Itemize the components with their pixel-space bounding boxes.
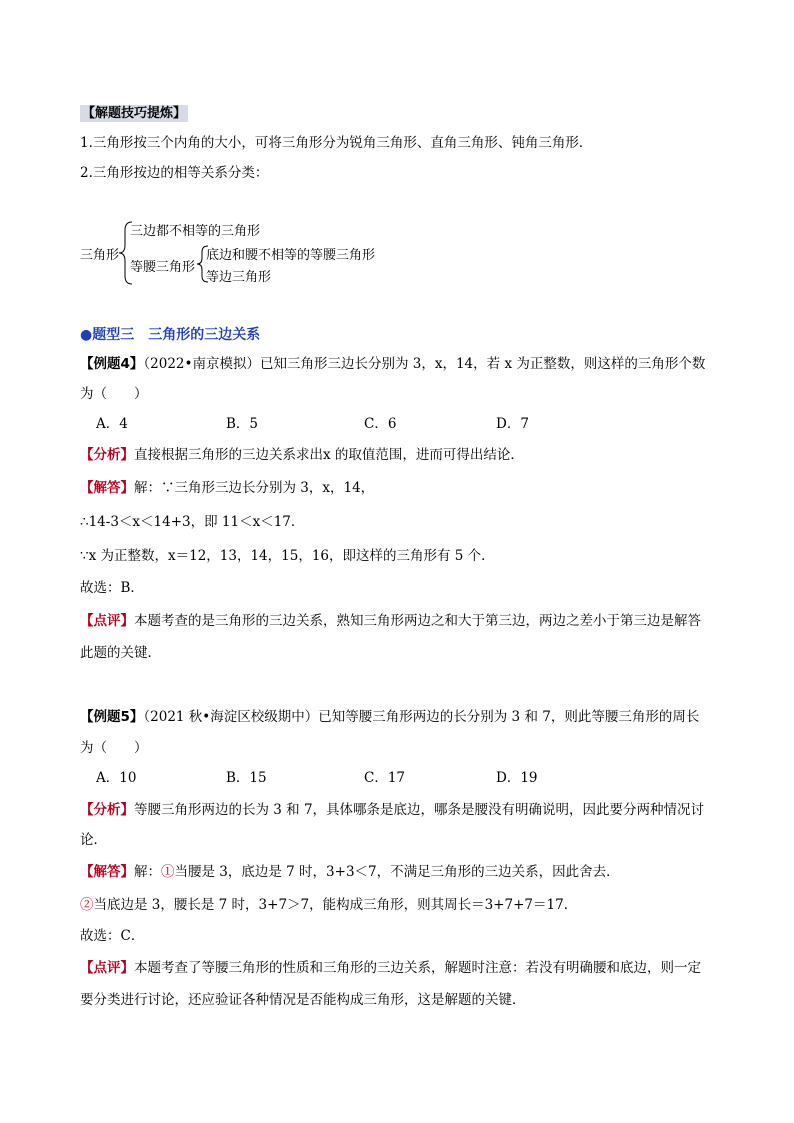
- example4-answer-tag: 【解答】: [80, 480, 134, 496]
- example4-answer-2: ∴14-3＜x＜14+3，即 11＜x＜17．: [80, 514, 305, 530]
- tips-line-2: 2.三角形按边的相等关系分类：: [80, 165, 269, 181]
- example4-analysis: 【分析】直接根据三角形的三边关系求出x 的取值范围，进而可得出结论．: [80, 447, 524, 463]
- example5-analysis-line-1: 【分析】等腰三角形两边的长为 3 和 7，具体哪条是底边，哪条是腰没有明确说明，因此要分两种情况讨: [80, 802, 705, 818]
- example4-question-line-1: [80, 354, 705, 374]
- example5-analysis-tag: 【分析】: [80, 802, 134, 818]
- example5-tag: 【例题5】: [80, 709, 144, 725]
- example4-tag: 【例题4】: [80, 356, 144, 372]
- classification-sub-2: 等边三角形: [206, 270, 272, 285]
- example4-option-b: B．5: [226, 416, 259, 432]
- classification-branch-2: 等腰三角形: [130, 260, 196, 275]
- example4-question-a: （2022•南京模拟）已知三角形三边长分别为 3，x，14，若 x 为正整数，则这样的三角形个数: [143, 356, 706, 372]
- case-1-mark: ①: [161, 864, 175, 880]
- example5-comment-line-2: 要分类进行讨论，还应验证各种情况是否能构成三角形，这是解题的关键．: [80, 992, 526, 1008]
- example5-choice: 故选：C．: [80, 928, 145, 944]
- example5-question-line-2: 为（ ）: [80, 740, 148, 756]
- example5-analysis-line-2: 论．: [80, 832, 107, 848]
- example5-option-c: C．17: [364, 770, 406, 786]
- example4-option-a: A．4: [96, 416, 128, 432]
- example5-answer-2: ②当底边是 3，腰长是 7 时，3+7＞7，能构成三角形，则其周长＝3+7+7＝17．: [80, 897, 578, 913]
- example4-option-c: C．6: [364, 416, 397, 432]
- example5-answer-1: 【解答】解：①当腰是 3，底边是 7 时，3+3＜7，不满足三角形的三边关系，因此舍去．: [80, 864, 620, 880]
- example4-comment-line-2: 此题的关键．: [80, 645, 161, 661]
- section-title: ●题型三 三角形的三边关系: [80, 327, 261, 343]
- example5-comment-line-1: 【点评】本题考查了等腰三角形的性质和三角形的三边关系，解题时注意：若没有明确腰和底边，则一定: [80, 960, 701, 976]
- example4-comment-tag: 【点评】: [80, 613, 134, 629]
- tips-line-1: 1.三角形按三个内角的大小，可将三角形分为锐角三角形、直角三角形、钝角三角形．: [80, 135, 593, 151]
- example4-comment-line-1: 【点评】本题考查的是三角形的三边关系，熟知三角形两边之和大于第三边，两边之差小于第三边是解答: [80, 613, 701, 629]
- example4-choice: 故选：B．: [80, 580, 144, 596]
- example4-option-d: D．7: [496, 416, 529, 432]
- case-2-mark: ②: [80, 897, 94, 913]
- example5-question-a: （2021 秋•海淀区校级期中）已知等腰三角形两边的长分别为 3 和 7，则此等腰三角形的周长: [143, 709, 700, 725]
- example5-option-a: A．10: [96, 770, 137, 786]
- example5-answer-tag: 【解答】: [80, 864, 134, 880]
- example5-option-d: D．19: [496, 770, 538, 786]
- example4-answer-3: ∵x 为正整数，x＝12，13，14，15，16，即这样的三角形有 5 个．: [80, 548, 495, 564]
- classification-root: 三角形: [80, 248, 120, 263]
- classification-sub-1: 底边和腰不相等的等腰三角形: [206, 248, 376, 263]
- tips-tag: 【解题技巧提炼】: [82, 106, 187, 121]
- classification-branch-1: 三边都不相等的三角形: [130, 224, 261, 239]
- example5-option-b: B．15: [226, 770, 267, 786]
- example4-analysis-tag: 【分析】: [80, 447, 134, 463]
- example5-question-line-1: [80, 707, 699, 727]
- example5-comment-tag: 【点评】: [80, 960, 134, 976]
- example4-answer-1: 【解答】解：∵三角形三边长分别为 3，x，14，: [80, 480, 375, 496]
- example4-question-line-2: 为（ ）: [80, 386, 148, 402]
